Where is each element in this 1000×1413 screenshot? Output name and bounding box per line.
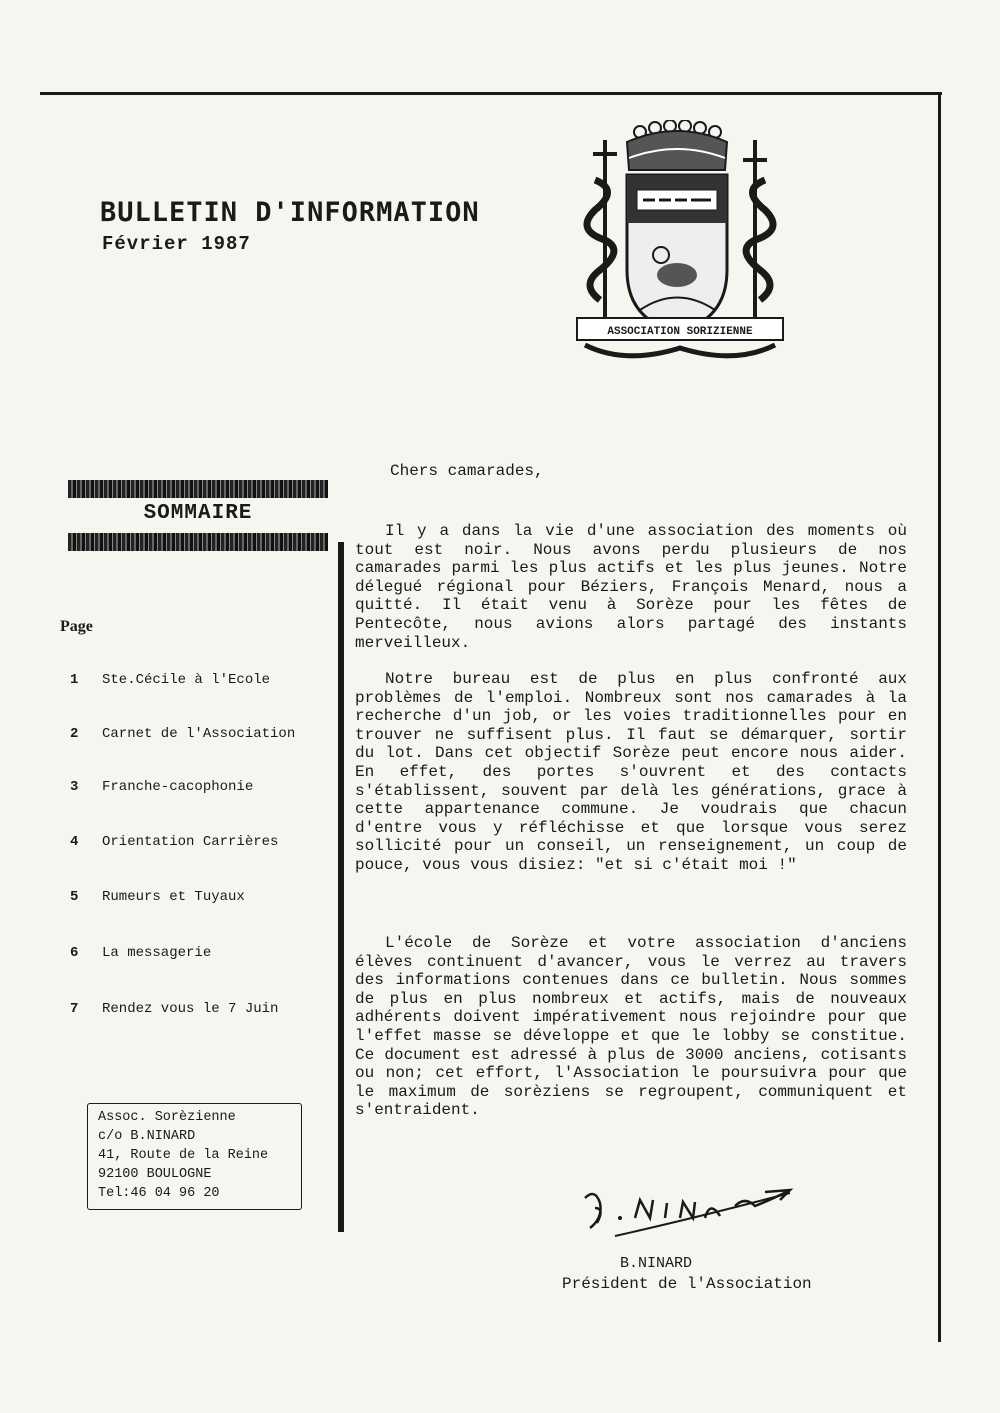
toc-item-label: Rumeurs et Tuyaux [102, 889, 245, 905]
address-line: 92100 BOULOGNE [98, 1167, 212, 1182]
letter-paragraph [355, 934, 907, 1120]
address-line: Assoc. Sorèzienne [98, 1110, 236, 1125]
letter-paragraph [355, 522, 907, 652]
letter-paragraph-text: Il y a dans la vie d'une association des moments où tout est noir. Nous avons perdu plusieurs de nos camarades parmi les plus actifs et les plus jeunes. Notre délegué régional pour Béziers, François Menard, nous a quitté. Il était venu à Sorèze pour les fêtes de Pentecôte, nous avions alors partagé des instants merveilleux. [355, 522, 907, 652]
toc-item [70, 834, 278, 850]
toc-item-label: Ste.Cécile à l'Ecole [102, 672, 271, 688]
letter-greeting: Chers camarades, [390, 462, 544, 480]
toc-item [70, 726, 295, 742]
right-rule [938, 92, 941, 1342]
top-rule [40, 92, 942, 95]
signer-name: B.NINARD [620, 1255, 693, 1272]
signer-title: Président de l'Association [562, 1275, 812, 1293]
toc-item-number: 4 [70, 834, 79, 850]
toc-item-number: 5 [70, 889, 79, 905]
bulletin-date: Février 1987 [102, 233, 251, 255]
toc-item-label: Orientation Carrières [102, 834, 279, 850]
toc-item [70, 779, 253, 795]
handwritten-signature [575, 1178, 795, 1238]
toc-item-number: 7 [70, 1001, 79, 1017]
sommaire-title: SOMMAIRE [143, 502, 253, 525]
address-box [87, 1103, 302, 1210]
toc-item [70, 889, 245, 905]
letter-paragraph [355, 670, 907, 875]
address-phone: Tel:46 04 96 20 [98, 1186, 220, 1201]
toc-item-label: La messagerie [102, 945, 212, 961]
toc-item-number: 1 [70, 672, 79, 688]
toc-item [70, 1001, 278, 1017]
sommaire-bar-top [68, 480, 328, 498]
toc-item [70, 672, 270, 688]
association-crest-logo [565, 120, 795, 370]
sommaire-bar-bottom [68, 533, 328, 551]
letter-paragraph-text: L'école de Sorèze et votre association d'anciens élèves continuent d'avancer, vous le verrez au travers des informations contenues dans ce bulletin. Nous sommes de plus en plus nombreux et actifs, mais de nouveaux adhérents doivent impérativement nous rejoindre pour que l'effet masse se développe et que le lobby se constitue. Ce document est adressé à plus de 3000 anciens, cotisants ou non; cet effort, l'Association le poursuivra pour que le maximum de sorèziens se regroupent, communiquent et s'entraident. [355, 934, 907, 1120]
toc-item-number: 3 [70, 779, 79, 795]
toc-item-label: Carnet de l'Association [102, 726, 296, 742]
toc-item-label: Rendez vous le 7 Juin [102, 1001, 279, 1017]
letter-paragraph-text: Notre bureau est de plus en plus confronté aux problèmes de l'emploi. Nombreux sont nos camarades à la recherche d'un job, or les voies traditionnelles pour en trouver ne suffisent plus. Il faut se démarquer, sortir du lot. Dans cet objectif Sorèze peut encore nous aider. En effet, des portes s'ouvrent et des contacts s'établissent, souvent par delà les générations, grace à cette appartenance commune. Je voudrais que chacun d'entre vous y réfléchisse et que lorsque vous serez sollicité pour un conseil, un renseignement, un coup de pouce, vous vous disiez: "et si c'était moi !" [355, 670, 907, 874]
bulletin-title: BULLETIN D'INFORMATION [100, 197, 480, 228]
toc-page-label: Page [60, 618, 93, 635]
toc-item-label: Franche-cacophonie [102, 779, 254, 795]
toc-item-number: 6 [70, 945, 79, 961]
column-divider [338, 542, 344, 1232]
address-line: c/o B.NINARD [98, 1129, 196, 1144]
toc-item-number: 2 [70, 726, 79, 742]
toc-item [70, 945, 211, 961]
crest-banner-text: ASSOCIATION SORIZIENNE [607, 326, 753, 338]
address-line: 41, Route de la Reine [98, 1148, 269, 1163]
